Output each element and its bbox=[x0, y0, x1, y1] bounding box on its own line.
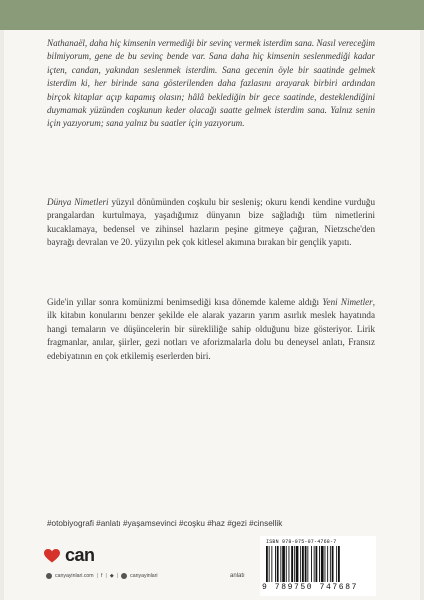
publisher-name: can bbox=[65, 545, 95, 565]
publisher-footer bbox=[46, 573, 158, 579]
barcode-bars bbox=[266, 546, 370, 582]
hashtags: #otobiyografi #anlatı #yaşamsevinci #coşku #haz #gezi #cinsellik bbox=[47, 519, 283, 528]
description-2-start: Gide'in yıllar sonra komünizmi benimsediği kısa dönemde kaleme aldığı bbox=[47, 297, 323, 307]
facebook-icon: f bbox=[101, 573, 103, 579]
globe-icon bbox=[46, 573, 52, 579]
isbn-text: ISBN 978-975-07-4768-7 bbox=[266, 539, 337, 545]
heart-icon bbox=[44, 549, 60, 563]
quote-text: Nathanaël, daha hiç kimsenin vermediği bir sevinç vermek isterdim sana. Nasıl vereceğim bilmiyorum, gene de bu sevinç bende var. Sana daha hiç kimsenin seslenmediği kadar içten, candan, yakından seslenmek isterdim. Sana gecenin öyle bir saatinde gelmek isterdim ki, her birinde sana gösterilenden daha fazlasını arayarak birbiri ardından birçok kitaplar açıp kapamış olasın; hâlâ beklediğin bir gece saatinde, desteklendiğini duymamak yüzünden coşkunun keder olacağı saatte gelmek isterdim sana. Yalnız senin için yazıyorum; sana yalnız bu saatler için yazıyorum. bbox=[47, 38, 375, 129]
divider: | bbox=[116, 573, 119, 579]
page-edge-left bbox=[0, 0, 4, 600]
description-paragraph-1 bbox=[47, 196, 375, 250]
description-2-body: , ilk kitabın konularını benzer şekilde ele alarak yazarın yarım asırlık meslek hayatında hangi temaların ve düşüncelerin bir sürekliliğe sahip olduğunu bize gösteriyor. Lirik fragmanlar, anılar, şiirler, gezi notları ve aforizmalarla dolu bu deneysel anlatı, Fransız edebiyatının en çok etkilemiş eserlerden biri. bbox=[47, 297, 375, 361]
publisher-website: canyayinlari.com bbox=[55, 573, 94, 579]
barcode-digits: 9 789750 747687 bbox=[262, 583, 359, 592]
publisher-social-handle: canyayinlari bbox=[130, 573, 158, 579]
description-text-2 bbox=[47, 296, 375, 363]
publisher-logo bbox=[44, 545, 95, 566]
book-title-1: Dünya Nimetleri bbox=[47, 197, 109, 207]
divider: | bbox=[96, 573, 98, 579]
divider: | bbox=[105, 573, 107, 579]
description-1-body: yüzyıl dönümünden coşkulu bir sesleniş; okuru kendi kendine vurduğu prangalardan kurtulmaya, yaşadığımız dünyanın bize sağladığı tüm nimetlerini kucaklamaya, bedensel ve zihinsel hazların peşine gitmeye çağıran, Nietzsche'den bayrağı devralan ve 20. yüzyılın pek çok kitlesel akımına bırakan bir gençlik yapıtı. bbox=[47, 197, 375, 248]
barcode bbox=[260, 536, 376, 596]
instagram-icon bbox=[121, 573, 127, 579]
description-paragraph-2 bbox=[47, 296, 375, 363]
quote-paragraph bbox=[47, 37, 375, 131]
book-title-2: Yeni Nimetler bbox=[322, 297, 373, 307]
genre-label: anlatı bbox=[230, 573, 245, 579]
cover-color-band bbox=[0, 0, 424, 30]
twitter-icon: ◆ bbox=[109, 573, 114, 579]
description-text-1 bbox=[47, 196, 375, 250]
page-edge-right bbox=[420, 0, 424, 600]
